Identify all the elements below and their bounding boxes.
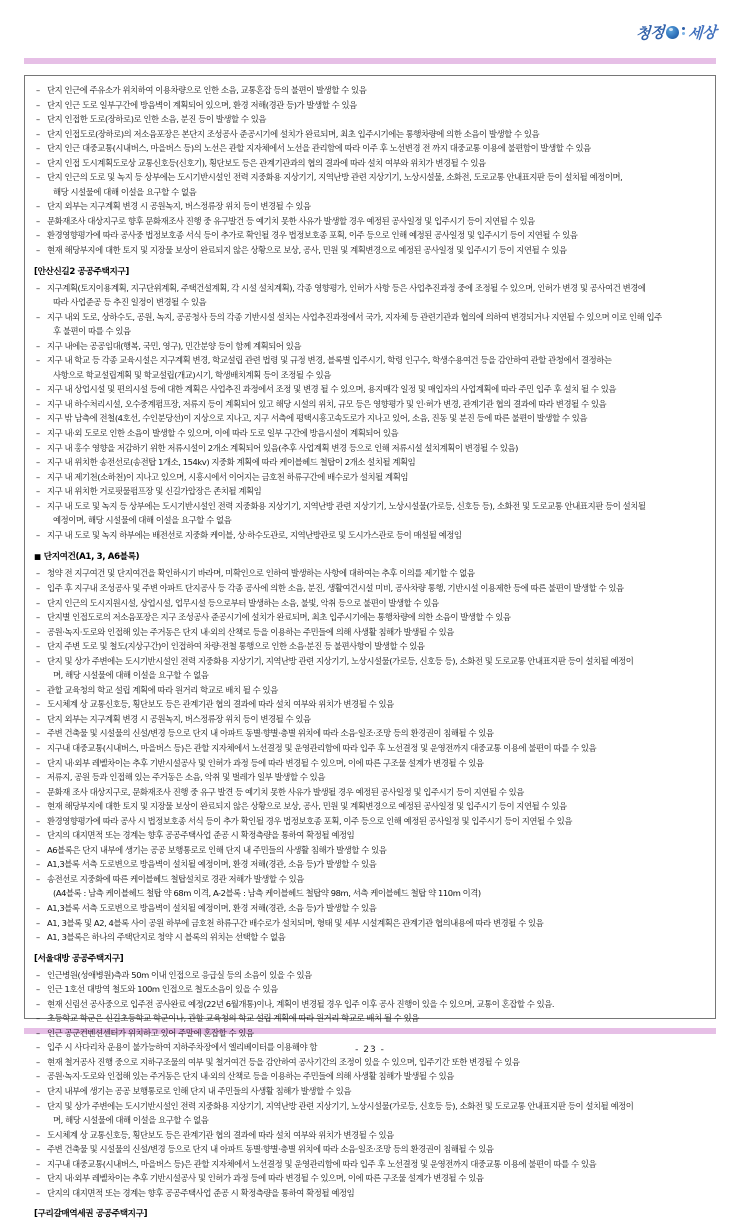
notice-list-item: [34, 170, 706, 185]
page-header: [0, 0, 740, 58]
notice-text: (A4블록 : 남측 케이블헤드 철탑 약 68m 이격, A-2블록 : 남측 케이블헤드 철탑약 98m, 서측 케이블헤드 철탑 약 110m 이격): [53, 888, 481, 899]
section-heading-guri-galmae: [34, 1207, 706, 1222]
dash-bullet-icon: –: [36, 873, 40, 884]
dash-bullet-icon: –: [36, 1013, 40, 1024]
notice-list-item: [34, 228, 706, 243]
notice-list-item: [34, 843, 706, 858]
notice-list-item: [34, 1099, 706, 1114]
section-intro: [34, 83, 706, 258]
dash-bullet-icon: –: [36, 245, 40, 256]
notice-text: 단지 외부는 지구계획 변경 시 공원녹지, 버스정류장 위치 등이 변경될 수 있음: [47, 713, 311, 724]
dash-bullet-icon: –: [36, 529, 40, 540]
dash-bullet-icon: –: [36, 772, 40, 783]
notice-list-item: [34, 814, 706, 829]
dash-bullet-icon: –: [36, 282, 40, 293]
dash-bullet-icon: –: [36, 742, 40, 753]
notice-text: 지구 내 학교 등 각종 교육시설은 지구계획 변경, 학교설립 관련 법령 및 규정 변경, 블록별 입주시기, 학령 인구수, 학생수용여건 등을 감안하여 관할 관청에서 결정하는: [47, 355, 612, 366]
dash-bullet-icon: –: [36, 114, 40, 125]
notice-text: A6블록은 단지 내부에 생기는 공공 보행통로로 인해 단지 내 주민들의 사생활 침해가 발생할 수 있음: [47, 844, 387, 855]
notice-text: 해당 시설물에 대해 이설을 요구할 수 없음: [53, 186, 197, 197]
notice-list-item: [34, 901, 706, 916]
notice-list-item: [34, 741, 706, 756]
logo-text-left: 청정: [635, 22, 665, 43]
dash-bullet-icon: –: [36, 684, 40, 695]
notice-text: A1,3블록 서측 도로변으로 방음벽이 설치될 예정이며, 환경 저해(경관, 소음 등)가 발생할 수 있음: [47, 902, 377, 913]
dash-bullet-icon: –: [36, 99, 40, 110]
notice-text: 인근 1호선 대방역 철도와 100m 인접으로 철도소음이 있을 수 있음: [47, 984, 278, 995]
dash-bullet-icon: –: [36, 626, 40, 637]
notice-list-item: [34, 214, 706, 229]
notice-list-item: [34, 596, 706, 611]
notice-text: 단지 인근 대중교통(시내버스, 마을버스 등)의 노선은 관할 지자체에서 노선을 관리함에 따라 이주 후 노선변경 전 까지 대중교통 이용에 불편함이 발생할 수 있음: [47, 143, 591, 154]
dash-bullet-icon: –: [36, 984, 40, 995]
dash-bullet-icon: –: [36, 413, 40, 424]
notice-list-item: [34, 785, 706, 800]
dash-bullet-icon: –: [36, 340, 40, 351]
notice-list-item: [34, 886, 706, 901]
notice-list-item: [34, 982, 706, 997]
dash-bullet-icon: –: [36, 699, 40, 710]
notice-text: 따라 사업준공 등 추진 일정이 변경될 수 있음: [53, 297, 207, 308]
dash-bullet-icon: –: [36, 1158, 40, 1169]
dash-bullet-icon: –: [36, 172, 40, 183]
notice-list-item: [34, 610, 706, 625]
notice-text: 단지 및 상가 주변에는 도시기반시설인 전력 지중화용 지상기기, 지역난방 관련 지상기기, 노상시설물(가로등, 신호등 등), 소화전 및 도로교통 안내표지판 등이 설치될 예정이: [47, 1100, 634, 1111]
notice-text: 주변 건축물 및 시설물의 신설/변경 등으로 단지 내 아파트 동별·향별·층별 위치에 따라 소음·일조·조망 등의 환경권이 침해될 수 있음: [47, 1144, 494, 1155]
dash-bullet-icon: –: [36, 143, 40, 154]
notice-list-item: [34, 339, 706, 354]
dash-bullet-icon: –: [36, 1100, 40, 1111]
notice-list-item: [34, 857, 706, 872]
notice-list-item: [34, 295, 706, 310]
dash-bullet-icon: –: [36, 655, 40, 666]
notice-text: 단지 인근 도로 일부구간에 방음벽이 계획되어 있으며, 환경 저해(경관 등)가 발생할 수 있음: [47, 99, 357, 110]
dash-bullet-icon: –: [36, 128, 40, 139]
notice-text: 지구 내·외 도로로 인한 소음이 발생할 수 있으며, 이에 따라 도로 일부 구간에 방음시설이 계획되어 있음: [47, 428, 399, 439]
notice-text: A1, 3블록은 하나의 주택단지로 청약 시 블록의 위치는 선택할 수 없음: [47, 932, 286, 943]
notice-list-item: [34, 1157, 706, 1172]
section-danji-yeogeon: [34, 549, 706, 944]
notice-list-item: [34, 1128, 706, 1143]
notice-text: 현재 철거공사 진행 중으로 지하구조물의 여부 및 철거여건 등을 감안하여 공사기간의 조정이 있을 수 있으며, 입주기간 또한 변경될 수 있음: [47, 1056, 520, 1067]
dash-bullet-icon: –: [36, 932, 40, 943]
notice-text: 공원·녹지·도로와 인접해 있는 주거동은 단지 내·외의 산책로 등을 이용하는 주민들에 의해 사생활 침해가 발생될 수 있음: [47, 1071, 454, 1082]
dash-bullet-icon: –: [36, 1086, 40, 1096]
notice-list-item: [34, 243, 706, 258]
notice-text: 단지 주변 도로 및 철도(지상구간)이 인접하여 차량·전철 통행으로 인한 소음·분진 등 불편사항이 발생할 수 있음: [47, 641, 425, 652]
notice-list: [34, 566, 706, 944]
notice-list-item: [34, 997, 706, 1012]
dash-bullet-icon: –: [36, 597, 40, 608]
notice-list-item: [34, 712, 706, 727]
notice-text: 단지 인근의 도로 및 녹지 등 상부에는 도시기반시설인 전력 지중화용 지상기기, 지역난방 관련 지상기기, 노상시설물, 소화전, 도로교통 안내표지판 등이 설치될 예정이며,: [47, 172, 623, 183]
dash-bullet-icon: –: [36, 612, 40, 623]
notice-text: 입주 후 지구내 조성공사 및 주변 아파트 단지공사 등 각종 공사에 의한 소음, 분진, 생활여건시설 미비, 공사차량 통행, 기반시설 이용제한 등에 따른 불편이 발생할 수 있음: [47, 582, 624, 593]
section-ansan-singil2: [34, 265, 706, 543]
notice-list-item: [34, 185, 706, 200]
section-heading-label: [구리갈매역세권 공공주택지구]: [34, 1209, 148, 1220]
notice-text: 현재 해당부지에 대한 토지 및 지장물 보상이 완료되지 않은 상황으로 보상, 공사, 민원 및 계획변경으로 예정된 공사일정 및 입주시기 등이 지연될 수 있음: [47, 245, 567, 256]
notice-text: 단지 인근에 주유소가 위치하여 이용차량으로 인한 소음, 교통혼잡 등의 불편이 발생할 수 있음: [47, 85, 367, 95]
notice-list-item: [34, 799, 706, 814]
notice-list: [34, 968, 706, 1201]
notice-list-item: [34, 697, 706, 712]
notice-list-item: [34, 499, 706, 514]
notice-text: 단지 내부에 생기는 공공 보행통로로 인해 단지 내 주민들의 사생활 침해가 발생할 수 있음: [47, 1086, 352, 1096]
dash-bullet-icon: –: [36, 859, 40, 870]
notice-list-item: [34, 756, 706, 771]
notice-list-item: [34, 353, 706, 368]
notice-text: 단지 내·외부 레벨차이는 추후 기반시설공사 및 인허가 과정 등에 따라 변경될 수 있으며, 이에 따른 구조물 설계가 변경될 수 있음: [47, 1173, 484, 1184]
notice-text: 도시체계 상 교통신호등, 횡단보도 등은 관계기관 협의 결과에 따라 설치 여부와 위치가 변경될 수 있음: [47, 699, 394, 710]
dash-bullet-icon: –: [36, 1129, 40, 1140]
notice-list-item: [34, 668, 706, 683]
section-guri-galmae: [34, 1207, 706, 1222]
notice-list-item: [34, 1142, 706, 1157]
notice-list-item: [34, 199, 706, 214]
notice-text: 단지 인근의 도시지원시설, 상업시설, 업무시설 등으로부터 발생하는 소음, 불빛, 악취 등으로 불편이 발생할 수 있음: [47, 597, 439, 608]
notice-text: 환경영향평가에 따라 공사중 법정보호종 서식 등이 추가로 확인될 경우 법정보호종 포획, 이주 등으로 인해 예정된 공사일정 및 입주시기 등이 지연될 수 있음: [47, 230, 578, 241]
notice-list: [34, 281, 706, 543]
notice-list-item: [34, 324, 706, 339]
notice-text: 주변 건축물 및 시설물의 신설/변경 등으로 단지 내 아파트 동별·향별·층별 위치에 따라 소음·일조·조망 등의 환경권이 침해될 수 있음: [47, 728, 494, 739]
dash-bullet-icon: –: [36, 157, 40, 168]
dash-bullet-icon: –: [36, 713, 40, 724]
dash-bullet-icon: –: [36, 311, 40, 322]
dash-bullet-icon: –: [36, 201, 40, 212]
notice-list-item: [34, 828, 706, 843]
section-heading-label: [서울대방 공공주택지구]: [34, 953, 124, 964]
notice-list-item: [34, 156, 706, 171]
notice-list-item: [34, 455, 706, 470]
logo-dots-icon: [681, 26, 686, 39]
notice-list-item: [34, 441, 706, 456]
notice-list-item: [34, 281, 706, 296]
section-heading-label: 단지여건(A1, 3, A6블록): [43, 552, 140, 563]
notice-text: 지구 내 상업시설 및 편의시설 등에 대한 계획은 사업추진 과정에서 조정 및 변경 될 수 있으며, 용지매각 일정 및 매입자의 사업계획에 따라 주민 입주 후 설치 될 수 있음: [47, 384, 616, 395]
dash-bullet-icon: –: [36, 457, 40, 468]
notice-list-item: [34, 625, 706, 640]
dash-bullet-icon: –: [36, 815, 40, 826]
dash-bullet-icon: –: [36, 830, 40, 841]
notice-text: 단지 내·외부 레벨차이는 추후 기반시설공사 및 인허가 과정 등에 따라 변경될 수 있으며, 이에 따른 구조물 설계가 변경될 수 있음: [47, 757, 484, 768]
notice-text: 현재 해당부지에 대한 토지 및 지장물 보상이 완료되지 않은 상황으로 보상, 공사, 민원 및 계획변경으로 예정된 공사일정 및 입주시기 등이 지연될 수 있음: [47, 801, 567, 812]
dash-bullet-icon: –: [36, 1144, 40, 1155]
notice-list-item: [34, 1011, 706, 1026]
notice-text: 며, 해당 시설물에 대해 이설을 요구할 수 없음: [53, 1115, 209, 1126]
notice-list-item: [34, 1186, 706, 1201]
notice-text: 입주 시 사다리차 운용이 불가능하여 지하주차장에서 엘리베이터를 이용해야 함: [47, 1042, 317, 1053]
notice-text: 단지 인접 도시계획도로상 교통신호등(신호기), 횡단보도 등은 관계기관과의 협의 결과에 따라 설치 여부와 위치가 변경될 수 있음: [47, 157, 486, 168]
brand-logo: [636, 21, 716, 43]
notice-list-item: [34, 397, 706, 412]
dash-bullet-icon: –: [36, 215, 40, 226]
notice-text: 문화재 조사 대상지구로, 문화재조사 진행 중 유구 발견 등 예기치 못한 사유가 발생될 경우 예정된 공사일정 및 입주시기 등이 지연될 수 있음: [47, 786, 524, 797]
notice-text: 단지 인접도로(장하로)의 저소음포장은 본단지 조성공사 준공시기에 설치가 완료되며, 최초 입주시기에는 통행차량에 의한 소음이 발생할 수 있음: [47, 128, 540, 139]
notice-list-item: [34, 382, 706, 397]
notice-list-item: [34, 470, 706, 485]
section-heading-ansan-singil2: [34, 265, 706, 280]
notice-list-item: [34, 872, 706, 887]
notice-text: 인근병원(성애병원)측과 50m 이내 인접으로 응급실 등의 소음이 있을 수 있음: [47, 969, 312, 980]
notice-text: 초등학교 학군은 신길초등학교 학군이나, 관할 교육청의 학교 설립 계획에 따라 원거리 학교로 배치 될 수 있음: [47, 1013, 419, 1024]
notice-list-item: [34, 112, 706, 127]
notice-text: 지구 내 하수처리시설, 오수중계펌프장, 저류지 등이 계획되어 있고 해당 시설의 위치, 규모 등은 영향평가 및 인·허가 변경, 관계기관 협의 결과에 따라 변경될 수 있음: [47, 398, 607, 409]
logo-text-right: 세상: [687, 22, 717, 43]
notice-list-item: [34, 968, 706, 983]
dash-bullet-icon: –: [36, 471, 40, 482]
dash-bullet-icon: –: [36, 398, 40, 409]
dash-bullet-icon: –: [36, 917, 40, 928]
notice-text: 송전선로 지중화에 따른 케이블헤드 철탑설치로 경관 저해가 발생할 수 있음: [47, 873, 304, 884]
dash-bullet-icon: –: [36, 1042, 40, 1053]
notice-text: 단지별 인접도로의 저소음포장은 지구 조성공사 준공시기에 설치가 완료되며, 최초 입주시기에는 통행차량에 의한 소음이 발생할 수 있음: [47, 612, 511, 623]
notice-text: 저류지, 공원 등과 인접해 있는 주거동은 소음, 악취 및 벌레가 일부 발생할 수 있음: [47, 772, 325, 783]
notice-list-item: [34, 368, 706, 383]
notice-list-item: [34, 141, 706, 156]
notice-text: 도시체계 상 교통신호등, 횡단보도 등은 관계기관 협의 결과에 따라 설치 여부와 위치가 변경될 수 있음: [47, 1129, 394, 1140]
page-number: - 23 -: [355, 1045, 385, 1055]
dash-bullet-icon: –: [36, 500, 40, 511]
dash-bullet-icon: –: [36, 1173, 40, 1184]
dash-bullet-icon: –: [36, 757, 40, 768]
notice-list-item: [34, 1113, 706, 1128]
dash-bullet-icon: –: [36, 582, 40, 593]
notice-text: 지구 밖 남측에 전철(4호선, 수인분당선)이 지상으로 지나고, 지구 서측에 평택시흥고속도로가 지나고 있어, 소음, 진동 및 분진 등에 따른 불편이 발생할 수 있음: [47, 413, 588, 424]
dash-bullet-icon: –: [36, 355, 40, 366]
notice-text: 지구 내 위치한 거로핏물펌프장 및 신길가압장은 존치될 계획임: [47, 486, 262, 497]
notice-list-item: [34, 566, 706, 581]
notice-list-item: [34, 930, 706, 945]
section-seoul-daebang: [34, 952, 706, 1201]
notice-text: 단지 및 상가 주변에는 도시기반시설인 전력 지중화용 지상기기, 지역난방 관련 지상기기, 노상시설물(가로등, 신호등 등), 소화전 및 도로교통 안내표지판 등이 설치될 예정이: [47, 655, 634, 666]
notice-list-item: [34, 683, 706, 698]
notice-list-item: [34, 1084, 706, 1099]
notice-list-item: [34, 770, 706, 785]
notice-list-item: [34, 127, 706, 142]
notice-text: 지구계획(토지이용계획, 지구단위계획, 주택건설계획, 각 시설 설치계획), 각종 영향평가, 인허가 사항 등은 사업추진과정 중에 조정될 수 있으며, 인허가 변경 및 공사여건 변경에: [47, 282, 646, 293]
notice-list-item: [34, 411, 706, 426]
notice-list-item: [34, 1069, 706, 1084]
notice-text: 지구 내 도로 및 녹지 등 상부에는 도시기반시설인 전력 지중화용 지상기기, 지역난방 관련 지상기기, 노상시설물(가로등, 신호등 등), 소화전 및 도로교통 안내표지판 등이 설치될: [47, 500, 646, 511]
notice-text: 지구 내에는 공공임대(행복, 국민, 영구), 민간분양 등이 함께 계획되어 있음: [47, 340, 302, 351]
notice-list: [34, 83, 706, 258]
notice-text: A1,3블록 서측 도로변으로 방음벽이 설치될 예정이며, 환경 저해(경관, 소음 등)가 발생할 수 있음: [47, 859, 377, 870]
notice-list-item: [34, 1026, 706, 1041]
dash-bullet-icon: –: [36, 902, 40, 913]
square-bullet-icon: ■: [34, 552, 41, 562]
notice-text: 지구내 대중교통(시내버스, 마을버스 등)은 관할 지자체에서 노선결정 및 운영관리함에 따라 입주 후 노선결정 및 운영전까지 대중교통 이용에 불편이 따를 수 있음: [47, 742, 597, 753]
dash-bullet-icon: –: [36, 1027, 40, 1038]
notice-list-item: [34, 916, 706, 931]
dash-bullet-icon: –: [36, 85, 40, 95]
notice-text: 사항으로 학교설립계획 및 학교설립(개교)시기, 학생배치계획 등이 조정될 수 있음: [53, 369, 331, 380]
dash-bullet-icon: –: [36, 1187, 40, 1198]
dash-bullet-icon: –: [36, 568, 40, 579]
notice-text: 지구 내 홍수 영향을 저감하기 위한 저류시설이 2개소 계획되어 있음(추후 사업계획 변경 등으로 인해 저류시설 설치계획이 변경될 수 있음): [47, 442, 518, 453]
notice-text: 단지의 대지면적 또는 경계는 향후 공공주택사업 준공 시 확정측량을 통하여 확정될 예정임: [47, 1187, 355, 1198]
notice-text: 공원·녹지·도로와 인접해 있는 주거동은 단지 내·외의 산책로 등을 이용하는 주민들에 의해 사생활 침해가 발생될 수 있음: [47, 626, 454, 637]
section-heading-seoul-daebang: [34, 952, 706, 967]
notice-text: 지구 내 위치한 송전선로(송전탑 1개소, 154kv) 지중화 계획에 따라 케이블헤드 철탑이 2개소 설치될 계획임: [47, 457, 416, 468]
notice-list-item: [34, 513, 706, 528]
notice-text: 후 불편이 따를 수 있음: [53, 326, 131, 337]
notice-list-item: [34, 726, 706, 741]
dash-bullet-icon: –: [36, 428, 40, 439]
dash-bullet-icon: –: [36, 801, 40, 812]
notice-text: 단지 인접한 도로(장하로)로 인한 소음, 분진 등이 발생할 수 있음: [47, 114, 266, 125]
header-rule: [24, 58, 716, 64]
notice-list-item: [34, 1171, 706, 1186]
section-heading-danji-yeogeon: [34, 549, 706, 565]
notice-text: 단지의 대지면적 또는 경계는 향후 공공주택사업 준공 시 확정측량을 통하여 확정될 예정임: [47, 830, 355, 841]
notice-list-item: [34, 639, 706, 654]
notice-text: 예정이며, 해당 시설물에 대해 이설을 요구할 수 없음: [53, 515, 232, 526]
notice-list-item: [34, 581, 706, 596]
dash-bullet-icon: –: [36, 969, 40, 980]
notice-text: 지구 내 도로 및 녹지 하부에는 배전선로 지중화 케이블, 상·하수도관로, 지역난방관로 및 도시가스관로 등이 매설될 예정임: [47, 529, 462, 540]
notice-list-item: [34, 1040, 706, 1055]
dash-bullet-icon: –: [36, 230, 40, 241]
dash-bullet-icon: –: [36, 728, 40, 739]
dash-bullet-icon: –: [36, 844, 40, 855]
notice-text: 지구 내 제기천(소하천)이 지나고 있으며, 시흥시에서 이어지는 금호천 하류구간에 배수로가 설치될 계획임: [47, 471, 408, 482]
dash-bullet-icon: –: [36, 998, 40, 1009]
notice-text: 관할 교육청의 학교 설립 계획에 따라 원거리 학교로 배치 될 수 있음: [47, 684, 278, 695]
notice-list-item: [34, 83, 706, 98]
dash-bullet-icon: –: [36, 486, 40, 497]
notice-text: 지구내 대중교통(시내버스, 마을버스 등)은 관할 지자체에서 노선결정 및 운영관리함에 따라 입주 후 노선결정 및 운영전까지 대중교통 이용에 불편이 따를 수 있음: [47, 1158, 597, 1169]
dash-bullet-icon: –: [36, 641, 40, 652]
dash-bullet-icon: –: [36, 442, 40, 453]
notice-text: 청약 전 지구여건 및 단지여건을 확인하시기 바라며, 미확인으로 인하여 발생하는 사항에 대하여는 추후 이의를 제기할 수 없음: [47, 568, 475, 579]
notice-list-item: [34, 654, 706, 669]
section-heading-label: [안산신길2 공공주택지구]: [34, 266, 129, 277]
dash-bullet-icon: –: [36, 786, 40, 797]
notice-text: 지구 내외 도로, 상하수도, 공원, 녹지, 공공청사 등의 각종 기반시설 설치는 사업추진과정에서 국가, 지자체 등 관련기관과 협의에 의하여 변경되거나 지연될 수 있으며 이로 인해 입주: [47, 311, 662, 322]
notice-list-item: [34, 310, 706, 325]
notice-text: 환경영향평가에 따라 공사 시 법정보호종 서식 등이 추가 확인될 경우 법정보호종 포획, 이주 등으로 인해 예정된 공사일정 및 입주시기 등이 지연될 수 있음: [47, 815, 573, 826]
notice-list-item: [34, 426, 706, 441]
notice-text: 인근 공군컨벤션센터가 위치하고 있어 주말에 혼잡할 수 있음: [47, 1027, 254, 1038]
notice-list-item: [34, 484, 706, 499]
dash-bullet-icon: –: [36, 1071, 40, 1082]
notice-list-item: [34, 98, 706, 113]
dash-bullet-icon: –: [36, 384, 40, 395]
notice-text: 며, 해당 시설물에 대해 이설을 요구할 수 없음: [53, 670, 209, 681]
notice-text: 현재 신림선 공사중으로 입주전 공사완료 예정(22년 6월개통)이나, 계획이 변경될 경우 입주 이후 공사 진행이 있을 수 있으며, 교통이 혼잡할 수 있음.: [47, 998, 555, 1009]
dash-bullet-icon: –: [36, 1056, 40, 1067]
globe-dot-icon: [666, 26, 679, 39]
notice-text: 문화재조사 대상지구로 향후 문화재조사 진행 중 유구발건 등 예기치 못한 사유가 발생할 경우 예정된 공사일정 및 입주시기 등이 지연될 수 있음: [47, 215, 535, 226]
notice-text: 단지 외부는 지구계획 변경 시 공원녹지, 버스정류장 위치 등이 변경될 수 있음: [47, 201, 311, 212]
notice-list-item: [34, 1055, 706, 1070]
notice-text: A1, 3블록 및 A2, 4블록 사이 공원 하부에 금호천 하류구간 배수로가 설치되며, 형태 및 세부 시설계획은 관계기관 협의내용에 따라 변경될 수 있음: [47, 917, 544, 928]
notice-list-item: [34, 528, 706, 543]
